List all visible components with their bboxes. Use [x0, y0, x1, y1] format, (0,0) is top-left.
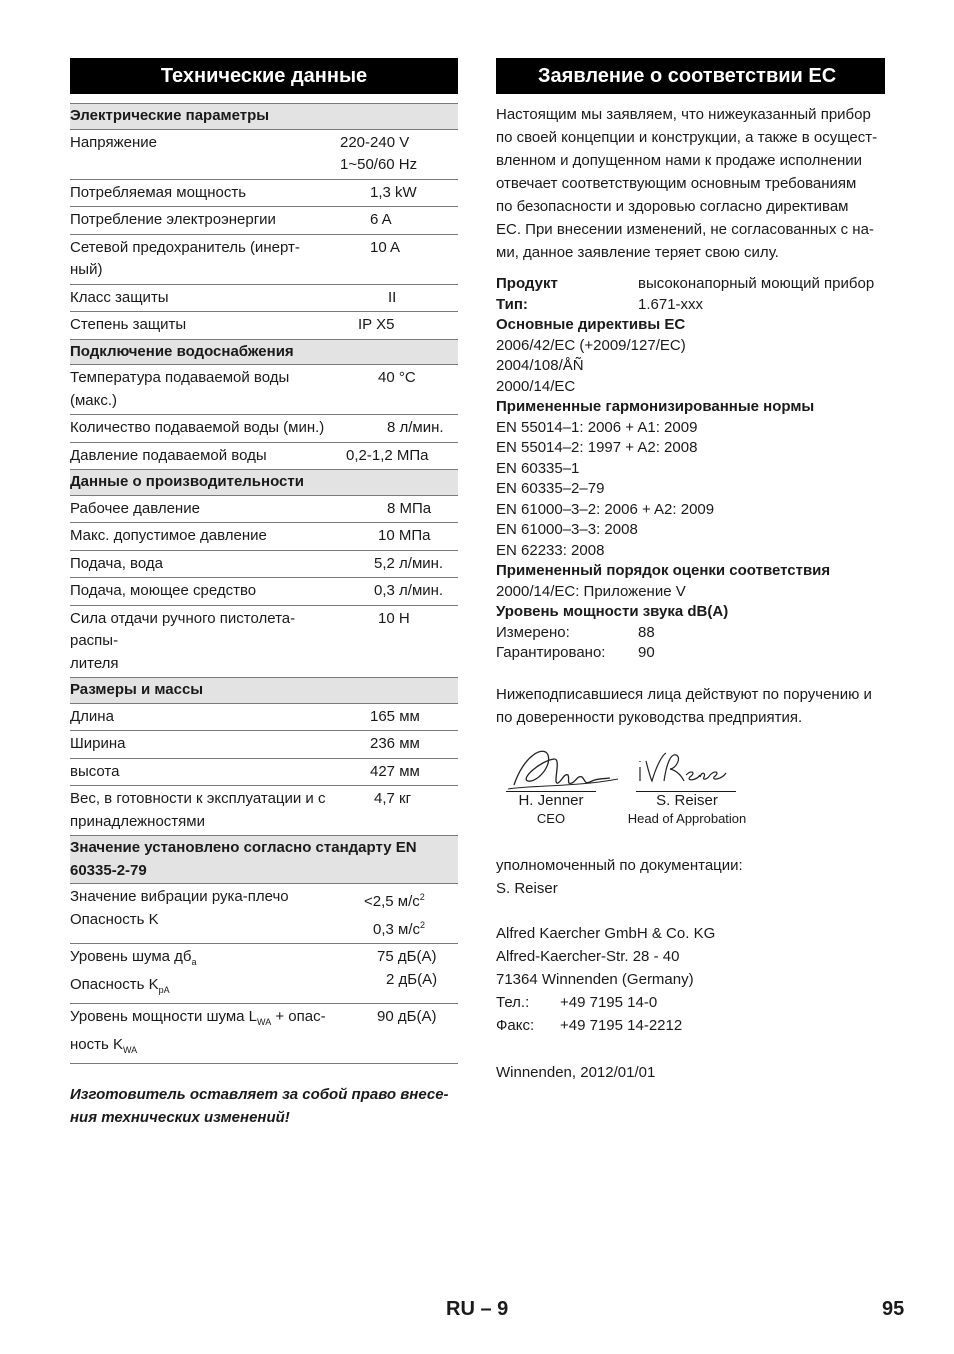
row-value: 0,3 л/мин. [340, 578, 458, 606]
row-label: Количество подаваемой воды (мин.) [70, 415, 340, 443]
row-label: Класс защиты [70, 284, 340, 312]
row-label: Ширина [70, 731, 340, 759]
row-label: Вес, в готовности к эксплуатации и с принадлежностями [70, 786, 340, 836]
row-value: 75 дБ(A) 2 дБ(A) [340, 944, 458, 1004]
spec-table [70, 103, 458, 1064]
table-row [70, 234, 458, 284]
row-value: <2,5 $м/с^2$ 0,3 $м/с^2$ [340, 884, 458, 944]
section-header: Размеры и массы [70, 678, 458, 704]
row-label: Длина [70, 703, 340, 731]
row-value: 427 мм [340, 758, 458, 786]
table-row [70, 550, 458, 578]
row-value: 236 мм [340, 731, 458, 759]
norm-item: EN 62233: 2008 [496, 541, 605, 559]
norm-item: EN 55014–2: 1997 + A2: 2008 [496, 439, 698, 456]
table-row [70, 523, 458, 551]
section-header: Данные о производительности [70, 470, 458, 496]
table-row [70, 731, 458, 759]
row-value: 8 л/мин. [340, 415, 458, 443]
table-row [70, 1004, 458, 1064]
row-value: 0,2-1,2 МПа [340, 442, 458, 470]
row-label: Давление подаваемой воды [70, 442, 340, 470]
fax-row: Факс: +49 7195 14-2212 [496, 1016, 683, 1034]
table-row [70, 365, 458, 415]
row-value: 8 МПа [340, 495, 458, 523]
row-value: 6 A [340, 207, 458, 235]
row-value: IP X5 [340, 312, 458, 340]
row-label: Сила отдачи ручного пистолета-распы- лителя [70, 605, 340, 678]
table-row [70, 442, 458, 470]
norm-item: EN 55014–1: 2006 + A1: 2009 [496, 418, 698, 436]
signers-statement: Нижеподписавшиеся лица действуют по поручению и по доверенности руководства предприятия. [496, 685, 872, 726]
technical-data-title: Технические данные [70, 58, 458, 94]
row-value: 220-240 V 1~50/60 Hz [340, 129, 458, 179]
row-label: Макс. допустимое давление [70, 523, 340, 551]
section-page-label: RU – 9 [446, 1298, 509, 1320]
signer-name: H. Jenner [518, 791, 584, 809]
norm-item: EN 60335–2–79 [496, 480, 605, 497]
page-number: 95 [882, 1298, 905, 1320]
signer-role: CEO [536, 810, 566, 826]
norms-header: Примененные гармонизированные нормы [496, 398, 815, 415]
section-header: Подключение водоснабжения [70, 339, 458, 365]
row-value: 5,2 л/мин. [340, 550, 458, 578]
signature-block-jenner [506, 791, 596, 828]
signature-jenner-icon [506, 745, 621, 795]
row-label: Температура подаваемой воды (макс.) [70, 365, 340, 415]
row-label: Значение вибрации рука-плечо Опасность K [70, 884, 340, 944]
section-header: Значение установлено согласно стандарту EN 60335-2-79 [70, 836, 458, 884]
row-value: 10 A [340, 234, 458, 284]
row-label: Степень защиты [70, 312, 340, 340]
row-label: Потребляемая мощность [70, 179, 340, 207]
row-label: Напряжение [70, 129, 340, 179]
sound-header: Уровень мощности звука dB(A) [496, 603, 729, 620]
procedure-value: 2000/14/EC: Приложение V [496, 582, 686, 600]
place-date: Winnenden, 2012/01/01 [496, 1063, 656, 1081]
product-row: Продукт высоконапорный моющий прибор [496, 275, 875, 292]
table-row [70, 703, 458, 731]
phone-row: Тел.: +49 7195 14-0 [496, 993, 658, 1011]
row-value: 10 МПа [340, 523, 458, 551]
row-label: высота [70, 758, 340, 786]
table-row [70, 786, 458, 836]
row-label: Сетевой предохранитель (инерт- ный) [70, 234, 340, 284]
signer-role: Head of Approbation [627, 810, 747, 826]
signatures [496, 745, 885, 840]
norm-item: EN 61000–3–3: 2008 [496, 521, 638, 538]
procedure-header: Примененный порядок оценки соответствия [496, 562, 831, 579]
manufacturer-note: Изготовитель оставляет за собой право внесе- ния технических изменений! [70, 1086, 449, 1126]
section-header: Электрические параметры [70, 104, 458, 130]
table-row [70, 944, 458, 1004]
directives-header: Основные директивы ЕС [496, 316, 686, 333]
row-label: Рабочее давление [70, 495, 340, 523]
row-value: 4,7 кг [340, 786, 458, 836]
row-value: 40 °C [340, 365, 458, 415]
table-row [70, 207, 458, 235]
table-row [70, 758, 458, 786]
table-row [70, 129, 458, 179]
table-row [70, 415, 458, 443]
norm-item: EN 60335–1 [496, 459, 580, 477]
table-row [70, 312, 458, 340]
guaranteed-row: Гарантировано: 90 [496, 644, 655, 661]
technical-data-column [70, 58, 458, 1129]
row-label: Уровень мощности шума $L_{WA}$ + опас- ность $K_{WA}$ [70, 1004, 340, 1064]
declaration-details [496, 274, 885, 664]
table-row [70, 605, 458, 678]
row-value: II [340, 284, 458, 312]
row-label: Подача, моющее средство [70, 578, 340, 606]
authorized-person: уполномоченный по документации: S. Reiser [496, 856, 743, 897]
ec-declaration-column [496, 58, 885, 1084]
row-value: 90 дБ(A) [340, 1004, 458, 1064]
directive-item: 2000/14/EC [496, 377, 576, 395]
table-row [70, 578, 458, 606]
row-label: Потребление электроэнергии [70, 207, 340, 235]
table-row [70, 884, 458, 944]
row-label: Уровень шума $дб_a$ Опасность $K_{pA}$ [70, 944, 340, 1004]
type-row: Тип: 1.671-xxx [496, 295, 704, 313]
directive-item: 2006/42/EC (+2009/127/EC) [496, 336, 686, 354]
signature-reiser-icon [636, 747, 731, 787]
row-value: 1,3 kW [340, 179, 458, 207]
declaration-intro: Настоящим мы заявляем, что нижеуказанный прибор по своей концепции и конструкции, а также в осущест- вленном и допущенном нами к продаже исполнении отвечает соответствующим основным требованиям по безопасности и здоровью согласно директивам ЕС. При внесении изменений, не согласованных с на- ми, данное заявление теряет свою силу. [496, 106, 878, 261]
measured-row: Измерено: 88 [496, 623, 655, 641]
row-value: 165 мм [340, 703, 458, 731]
signer-name: S. Reiser [656, 791, 718, 809]
directive-item: 2004/108/ÅÑ [496, 357, 584, 374]
signature-block-reiser [624, 791, 750, 828]
table-row [70, 495, 458, 523]
table-row [70, 179, 458, 207]
row-value: 10 Н [340, 605, 458, 678]
company-address: Alfred Kaercher GmbH & Co. KG Alfred-Kaercher-Str. 28 - 40 71364 Winnenden (Germany) Тел.: +49 7195 14-0 Факс: +49 7195 14-2212 [496, 922, 885, 1037]
row-label: Подача, вода [70, 550, 340, 578]
table-row [70, 284, 458, 312]
ec-declaration-title: Заявление о соответствии ЕС [496, 58, 885, 94]
norm-item: EN 61000–3–2: 2006 + A2: 2009 [496, 500, 715, 518]
